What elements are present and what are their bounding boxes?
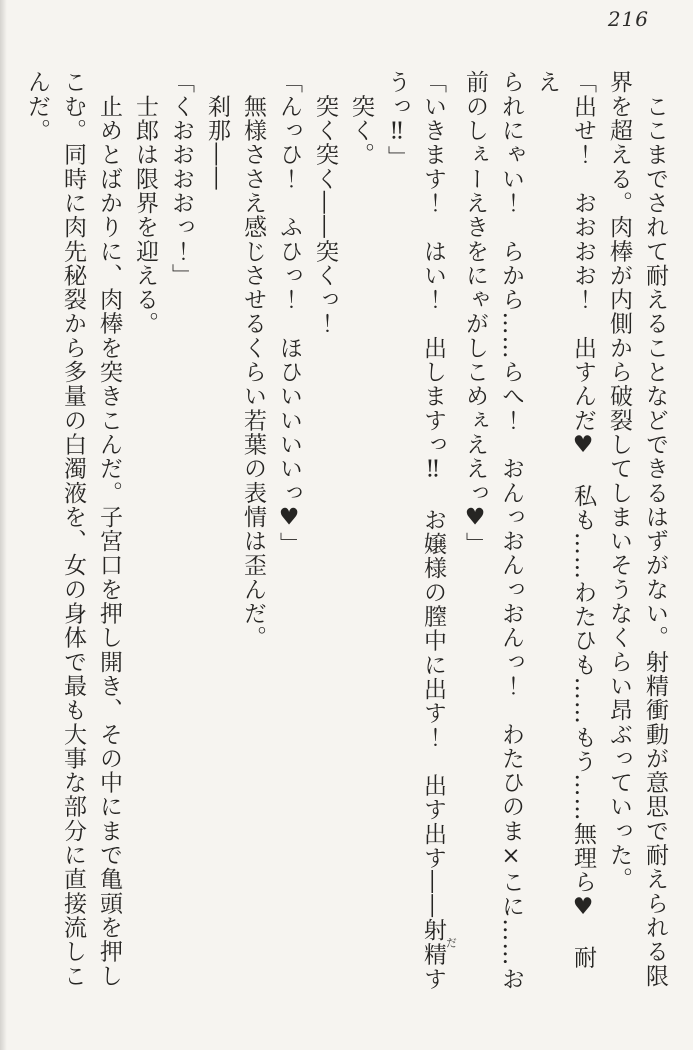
line-text: 界を超える。肉棒が内側から破裂してしまいそうなくらい昂ぶっていった。: [606, 70, 632, 892]
text-line: [601, 70, 637, 992]
text-line: [235, 70, 271, 992]
text-line: [637, 70, 673, 992]
text-line: [55, 70, 91, 992]
text-line: [529, 70, 601, 992]
scan-edge-shadow: [0, 0, 7, 1050]
line-text: うっ‼」: [384, 70, 410, 170]
text-line: [307, 70, 343, 992]
line-text: 突く突く――突くっ！: [312, 70, 338, 336]
line-text: んだ。: [24, 70, 50, 143]
line-text: す: [420, 966, 446, 991]
text-line: [19, 70, 55, 992]
text-line: [343, 70, 379, 992]
text-line: [457, 70, 493, 992]
text-line: [127, 70, 163, 992]
page-text: [19, 70, 673, 992]
ruby-reading: だ: [444, 918, 458, 967]
text-line: [379, 70, 415, 992]
line-text: ここまでされて耐えることなどできるはずがない。射精衝動が意思で耐えられる限: [642, 70, 668, 988]
text-line: [493, 70, 529, 992]
line-text: 止めとばかりに、肉棒を突きこんだ。子宮口を押し開き、その中にまで亀頭を押し: [96, 70, 122, 988]
line-text: 前のしぇーえきをにゃがしこめぇええっ♥」: [462, 70, 488, 556]
ruby-annotation: [420, 918, 458, 967]
line-text: 「くおおおおっ！」: [168, 70, 194, 288]
ruby-base: 射精: [420, 918, 446, 967]
line-text: 突く。: [348, 70, 374, 167]
line-text: 士郎は限界を迎える。: [132, 70, 158, 336]
line-text: 「いきます！ はい！ 出しますっ‼ お嬢様の膣中に出す！ 出す出す――: [420, 70, 446, 919]
line-text: 刹那――: [204, 70, 230, 191]
line-text: こむ。同時に肉先秘裂から多量の白濁液を、女の身体で最も大事な部分に直接流しこ: [60, 70, 86, 988]
text-line: [163, 70, 199, 992]
text-line-with-ruby: [415, 70, 457, 992]
text-line: [271, 70, 307, 992]
line-text: 「出せ！ おおおお！ 出すんだ♥ 私も……わたひも……もう……無理ら♥ 耐え: [534, 70, 596, 970]
line-text: られにゃい！ らから……らへ！ おんっおんっおんっ！ わたひのま×こに……お: [498, 70, 524, 991]
page-number: 216: [607, 7, 649, 31]
line-text: 「んっひ！ ふひっ！ ほひいいいいっ♥」: [276, 70, 302, 556]
line-text: 無様ささえ感じさせるくらい若葉の表情は歪んだ。: [240, 70, 266, 650]
text-line: [199, 70, 235, 992]
text-line: [91, 70, 127, 992]
